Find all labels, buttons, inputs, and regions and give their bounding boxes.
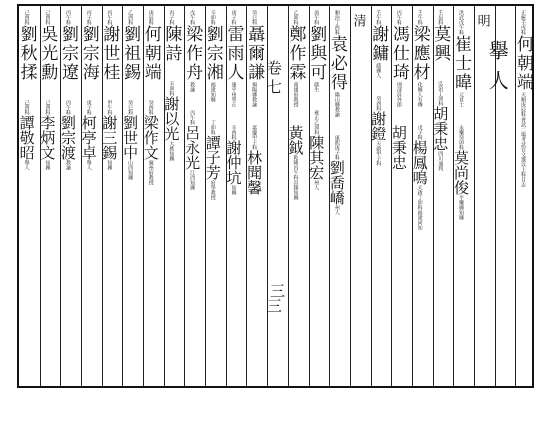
person-note: 江西知縣 <box>189 170 196 190</box>
exam-year-note: 壬辰科 <box>437 10 444 25</box>
exam-year-note: 辛卯科 <box>209 10 216 25</box>
chapter-label: 卷七 <box>264 60 283 98</box>
person-name: 劉與可 <box>306 25 327 82</box>
person-name: 謝三錫 <box>100 115 119 160</box>
person-name: 柯亭卓 <box>79 115 98 160</box>
person-note: 教諭 <box>189 82 196 92</box>
exam-year-note: 癸酉科 <box>147 100 154 115</box>
text-column <box>60 10 78 380</box>
exam-year-note: 戊子科 <box>416 125 423 140</box>
exam-year-note: 丙子科 <box>168 10 175 25</box>
person-note: 揭陽縣教諭 <box>251 82 258 107</box>
text-column <box>450 10 471 380</box>
exam-year-note: 庚午科 <box>313 10 320 25</box>
text-column <box>161 10 182 380</box>
exam-year-note: 壬午科 <box>375 10 382 25</box>
text-column <box>223 10 244 380</box>
exam-year-note: 庚子科 <box>230 10 237 25</box>
exam-year-note: 雍正乙卯科 <box>313 110 320 135</box>
person-note: 天順庚辰科會試二場考試官文選 <box>519 92 526 162</box>
person-note: 天啟甲子科 <box>375 141 382 166</box>
text-column <box>430 10 451 380</box>
dynasty-label: 明 <box>474 14 490 30</box>
person-note: 舉人 <box>85 160 92 170</box>
text-column <box>326 10 347 380</box>
text-column <box>285 10 306 380</box>
text-column <box>78 10 99 380</box>
person-name: 鄭作霖 <box>285 25 306 82</box>
person-name: 胡秉忠 <box>431 106 450 151</box>
person-name: 劉秋揉 <box>16 25 37 82</box>
page-mark: 三 <box>264 298 283 313</box>
person-note: 教諭 <box>65 160 72 170</box>
person-name: 謝鐙 <box>369 111 388 141</box>
person-note: 大挑知縣 <box>168 141 175 161</box>
person-note: 天啟丁卯科福建同知 <box>416 185 423 230</box>
person-note: 山西知縣 <box>127 160 134 180</box>
person-note: 廣州府教授 <box>147 160 154 185</box>
text-column <box>409 10 430 380</box>
person-name: 楊鳳鳴 <box>410 140 429 185</box>
exam-year-note: 順治丁酉科 <box>333 10 340 35</box>
person-name: 陳詩 <box>161 25 182 63</box>
person-note: 舉人 <box>23 160 30 170</box>
text-column <box>140 10 161 380</box>
person-name: 呂永光 <box>183 125 202 170</box>
person-name: 譚子芳 <box>203 135 222 180</box>
person-note: 陽山縣教諭 <box>333 92 340 117</box>
exam-year-note: 癸巳科 <box>127 100 134 115</box>
exam-year-note: 己酉科 <box>44 10 51 25</box>
text-column <box>264 60 285 430</box>
text-column <box>16 10 37 380</box>
exam-year-note: 庚子科 <box>85 100 92 115</box>
text-column <box>368 10 389 380</box>
text-column <box>350 14 368 384</box>
text-column <box>99 10 120 380</box>
exam-year-note: 丁卯科 <box>209 120 216 135</box>
person-note: 知縣 <box>44 160 51 170</box>
person-name: 陳其宏 <box>307 135 326 180</box>
person-note: 州人 <box>333 205 340 215</box>
text-column <box>122 10 140 380</box>
person-name: 袁必得 <box>326 35 347 92</box>
person-name: 謝世桂 <box>99 25 120 82</box>
person-name: 雷雨人 <box>223 25 244 82</box>
person-note: 蔭縣人 <box>375 63 382 78</box>
person-note: 四川通判 <box>437 151 444 171</box>
person-name: 梁作文 <box>141 115 160 160</box>
person-name: 何朝端 <box>140 25 161 82</box>
person-name: 崔士暐 <box>450 35 471 92</box>
exam-year-note: 正統壬戌科 <box>519 10 526 35</box>
person-name: 梁作舟 <box>182 25 203 82</box>
person-name: 莫尚俊 <box>451 150 470 195</box>
person-name: 劉宗遼 <box>58 25 79 82</box>
exam-year-note: 甲午科 <box>106 100 113 115</box>
exam-year-note: 丙子科 <box>85 10 92 25</box>
text-column <box>474 14 492 384</box>
person-name: 劉宗海 <box>78 25 99 82</box>
exam-year-note: 康熙庚子科 <box>333 135 340 160</box>
exam-year-note: 乙酉科 <box>127 10 134 25</box>
section-heading: 擧人 <box>485 40 510 100</box>
person-name: 胡秉忠 <box>389 125 408 170</box>
person-name: 謝鏞 <box>368 25 389 63</box>
exam-year-note: 癸巳科 <box>251 10 258 25</box>
exam-year-note: 己酉科 <box>23 10 30 25</box>
person-note: 南雄府教授 <box>292 82 299 107</box>
exam-year-note: 嘉慶甲子科 <box>251 125 258 150</box>
exam-year-note: 己酉科 <box>23 100 30 115</box>
text-column <box>512 10 533 380</box>
person-note: 化縣人有傳 <box>416 82 423 107</box>
person-note: 府學教授 <box>209 180 216 200</box>
text-column <box>246 10 264 380</box>
person-name: 聶爾謙 <box>244 25 265 82</box>
person-note: 乾隆丙午科直隸知縣 <box>292 155 299 200</box>
exam-year-note: 丙午科 <box>65 100 72 115</box>
person-note: 福建知縣 <box>209 82 216 102</box>
person-name: 謝仲坑 <box>224 140 243 185</box>
text-column <box>485 40 513 410</box>
person-name: 何朝端 <box>512 35 533 92</box>
person-note: 平樂縣知縣 <box>457 195 464 220</box>
exam-year-note: 己酉科 <box>44 100 51 115</box>
exam-year-note: 洪武戊午科 <box>457 10 464 35</box>
person-name: 莫興 <box>430 25 451 63</box>
text-column <box>184 10 202 380</box>
page-number: 三 <box>270 282 286 300</box>
person-name: 劉喬嶠 <box>327 160 346 205</box>
exam-year-note: 丙午科 <box>189 110 196 125</box>
text-column <box>37 10 58 380</box>
person-name: 劉宗湘 <box>202 25 223 82</box>
exam-year-note: 丙午科 <box>395 10 402 25</box>
person-name: 譚敬昭 <box>17 115 36 160</box>
person-note: 蔭生 <box>313 82 320 92</box>
person-name: 劉宗渡 <box>59 115 78 160</box>
dynasty-label: 清 <box>350 14 366 30</box>
text-column <box>202 10 223 380</box>
exam-year-note: 弘治丁卯科 <box>437 81 444 106</box>
exam-year-note: 辛卯科 <box>168 81 175 96</box>
person-name: 謝以光 <box>162 96 181 141</box>
exam-year-note: 丙午科 <box>106 10 113 25</box>
exam-year-note: 戊午科 <box>189 10 196 25</box>
person-name: 梁應材 <box>409 25 430 82</box>
person-note: 知縣 <box>106 160 113 170</box>
person-note: 元貢士 <box>457 92 464 107</box>
person-name: 馮仕琦 <box>388 25 409 82</box>
exam-year-note: 乙卯科 <box>292 10 299 25</box>
exam-year-note: 永樂癸卯科 <box>457 125 464 150</box>
section-note: 以上科目志 <box>519 162 526 187</box>
person-note: 知縣 <box>230 185 237 195</box>
exam-year-note: 壬午科 <box>416 10 423 25</box>
exam-year-note: 辛酉科 <box>230 125 237 140</box>
exam-year-note: 丙午科 <box>65 10 72 25</box>
person-name: 黃鉞 <box>286 125 305 155</box>
text-column <box>306 10 327 380</box>
person-name: 劉祖錫 <box>120 25 141 82</box>
person-name: 劉世中 <box>121 115 140 160</box>
exam-year-note: 癸酉科 <box>375 96 382 111</box>
person-name: 林聞馨 <box>245 150 264 195</box>
person-note: 刑部員外郎 <box>395 82 402 107</box>
text-column <box>388 10 409 380</box>
person-name: 吳光勳 <box>37 25 58 82</box>
exam-year-note: 庚辰科 <box>147 10 154 25</box>
person-note: 州人 <box>313 180 320 190</box>
person-name: 李炳文 <box>38 115 57 160</box>
person-note: 連平州學正 <box>230 82 237 107</box>
